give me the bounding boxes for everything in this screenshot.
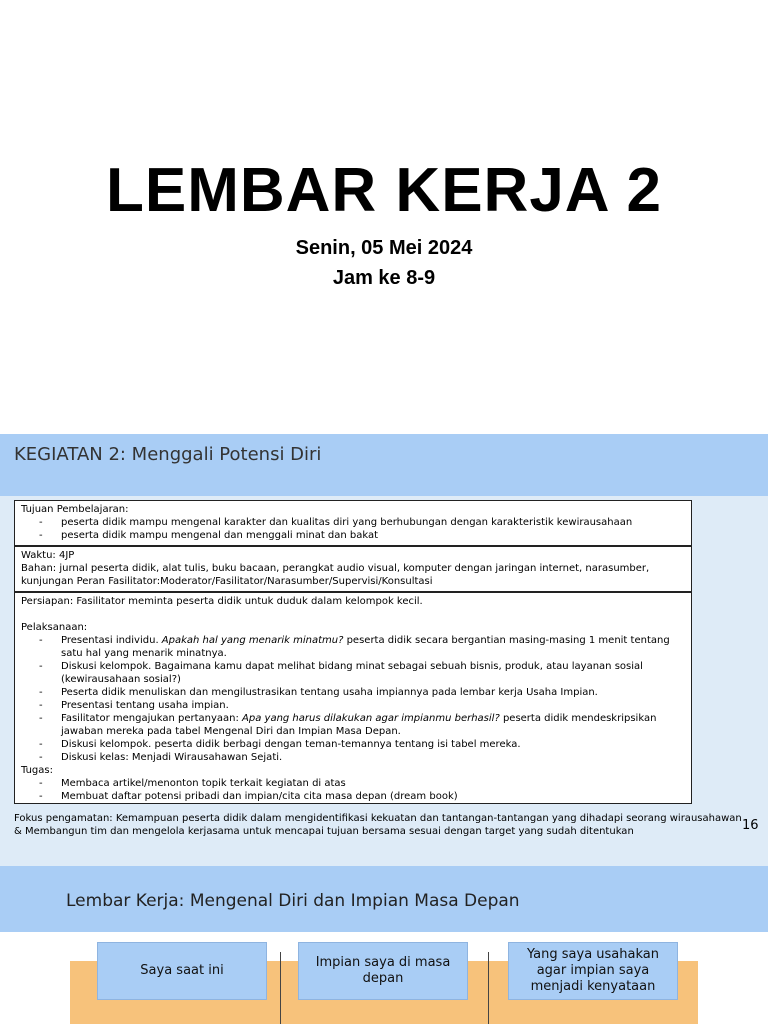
pelaksanaan-label: Pelaksanaan: <box>21 622 88 633</box>
pelaksanaan-item-cont: jawaban mereka pada tabel Mengenal Diri dan Impian Masa Depan. <box>61 726 401 737</box>
item-question: Apa yang harus dilakukan agar impianmu berhasil? <box>242 713 500 724</box>
column-card-effort <box>508 942 678 1000</box>
tujuan-label: Tujuan Pembelajaran: <box>21 504 129 515</box>
date-subtitle: Senin, 05 Mei 2024 <box>295 237 473 259</box>
pelaksanaan-item: - Presentasi tentang usaha impian. <box>21 699 685 712</box>
worksheet-slide <box>0 866 768 1024</box>
activity-header-bar <box>0 434 768 496</box>
pelaksanaan-item: - Diskusi kelompok. peserta didik berbagi dengan teman-temannya tentang isi tabel mereka. <box>21 738 685 751</box>
fokus-line: Fokus pengamatan: Kemampuan peserta didik dalam mengidentifikasi kekuatan dan tantangan-tantangan yang dihadapi seorang wirausahawan <box>14 813 742 824</box>
card-label: agar impian saya <box>536 963 650 978</box>
tujuan-box <box>14 500 692 546</box>
session-subtitle: Jam ke 8-9 <box>332 267 436 289</box>
pelaksanaan-item-cont: satu hal yang menarik minatnya. <box>61 648 227 659</box>
pelaksanaan-item <box>21 712 685 725</box>
item-text: Presentasi individu. <box>61 635 162 646</box>
column-card-current-self <box>97 942 267 1000</box>
column-card-future-dream <box>298 942 468 1000</box>
pelaksanaan-box <box>14 592 692 804</box>
pelaksanaan-item: - Diskusi kelas: Menjadi Wirausahawan Sejati. <box>21 751 685 764</box>
item-text: peserta didik mendeskripsikan <box>499 713 657 724</box>
worksheet-header-title: Lembar Kerja: Mengenal Diri dan Impian Masa Depan <box>66 891 520 911</box>
item-question: Apakah hal yang menarik minatmu? <box>161 635 344 646</box>
bahan-text-1: Bahan: jurnal peserta didik, alat tulis, buku bacaan, perangkat audio visual, komputer dengan jaringan internet, narasumber, <box>21 563 650 574</box>
tugas-item: - Membuat daftar potensi pribadi dan impian/cita cita masa depan (dream book) <box>21 790 685 803</box>
column-divider <box>488 952 489 1024</box>
waktu-bahan-box <box>14 546 692 592</box>
bahan-text-2: kunjungan Peran Fasilitator:Moderator/Fasilitator/Narasumber/Supervisi/Konsultasi <box>21 576 433 587</box>
column-divider <box>280 952 281 1024</box>
card-label: Impian saya di masa <box>315 955 451 970</box>
card-label: Yang saya usahakan <box>527 947 659 962</box>
tujuan-item: - peserta didik mampu mengenal dan menggali minat dan bakat <box>21 529 685 542</box>
pelaksanaan-item <box>21 634 685 647</box>
activity-header-title: KEGIATAN 2: Menggali Potensi Diri <box>14 444 322 465</box>
item-text: Fasilitator mengajukan pertanyaan: <box>61 713 243 724</box>
tugas-label: Tugas: <box>21 765 53 776</box>
tujuan-item: - peserta didik mampu mengenal karakter dan kualitas diri yang berhubungan dengan karakteristik kewirausahaan <box>21 516 685 529</box>
persiapan-text: Persiapan: Fasilitator meminta peserta didik untuk duduk dalam kelompok kecil. <box>21 596 423 607</box>
page-title: LEMBAR KERJA 2 <box>106 156 662 225</box>
fokus-pengamatan <box>14 812 742 838</box>
worksheet-header-bar <box>0 866 768 932</box>
pelaksanaan-item: - Peserta didik menuliskan dan mengilustrasikan tentang usaha impiannya pada lembar kerja Usaha Impian. <box>21 686 685 699</box>
tugas-item: - Membaca artikel/menonton topik terkait kegiatan di atas <box>21 777 685 790</box>
pelaksanaan-item: - Diskusi kelompok. Bagaimana kamu dapat melihat bidang minat sebagai sebuah bisnis, produk, atau layanan sosial <box>21 660 685 673</box>
card-label: depan <box>362 971 404 986</box>
card-label: Saya saat ini <box>140 963 224 978</box>
activity-slide <box>0 434 768 866</box>
card-label: menjadi kenyataan <box>530 979 656 994</box>
page-number: 16 <box>742 818 759 833</box>
fokus-line: & Membangun tim dan mengelola kerjasama untuk mencapai tujuan bersama sesuai dengan target yang sudah ditentukan <box>14 826 634 837</box>
waktu-text: Waktu: 4JP <box>21 550 75 561</box>
pelaksanaan-item-cont: (kewirausahaan sosial?) <box>61 674 181 685</box>
item-text: peserta didik secara bergantian masing-masing 1 menit tentang <box>343 635 670 646</box>
